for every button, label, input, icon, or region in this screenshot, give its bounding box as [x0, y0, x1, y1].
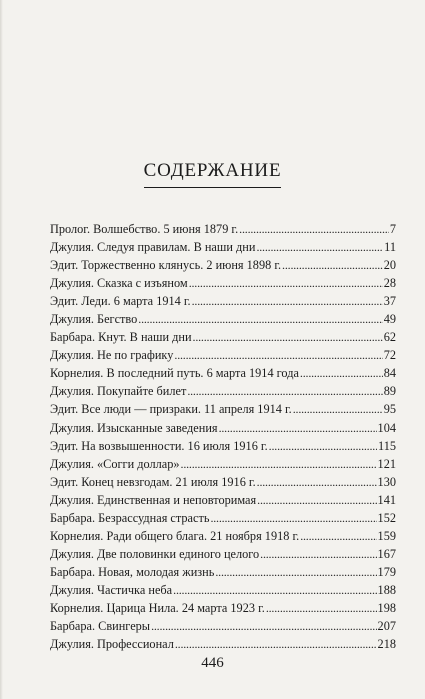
toc-leader-dots — [257, 475, 377, 490]
toc-leader-dots — [293, 402, 383, 417]
table-of-contents — [50, 222, 396, 655]
toc-leader-dots — [138, 312, 382, 327]
toc-leader-dots — [239, 222, 389, 237]
toc-entry — [50, 493, 396, 511]
toc-entry-page: 7 — [389, 222, 396, 236]
toc-entry — [50, 565, 396, 583]
toc-leader-dots — [219, 421, 377, 436]
toc-heading-text: СОДЕРЖАНИЕ — [144, 160, 282, 188]
toc-entry — [50, 222, 396, 240]
toc-entry-title: Эдит. Леди. 6 марта 1914 г. — [50, 294, 191, 309]
toc-entry — [50, 619, 396, 637]
toc-entry — [50, 439, 396, 457]
toc-entry-title: Джулия. Покупайте билет — [50, 384, 187, 399]
toc-leader-dots — [300, 529, 376, 544]
toc-entry-page: 198 — [377, 600, 396, 615]
toc-entry — [50, 294, 396, 312]
toc-entry — [50, 276, 396, 294]
toc-entry — [50, 583, 396, 601]
toc-entry — [50, 240, 396, 258]
toc-entry-page: 84 — [383, 366, 396, 381]
toc-heading — [0, 160, 425, 188]
toc-leader-dots — [174, 348, 382, 363]
toc-leader-dots — [300, 366, 383, 381]
toc-entry — [50, 348, 396, 366]
toc-entry-page: 207 — [377, 619, 396, 634]
toc-entry-title: Джулия. Единственная и неповторимая — [50, 492, 257, 507]
toc-leader-dots — [192, 294, 383, 309]
toc-entry-page: 104 — [377, 420, 396, 435]
toc-entry — [50, 366, 396, 384]
toc-entry-title: Корнелия. Ради общего блага. 21 ноября 1918 г. — [50, 528, 300, 543]
toc-entry-page: 37 — [383, 294, 396, 309]
toc-entry-title: Пролог. Волшебство. 5 июня 1879 г. — [50, 222, 239, 236]
toc-entry-title: Эдит. Торжественно клянусь. 2 июня 1898 г. — [50, 258, 282, 273]
toc-entry-page: 115 — [378, 438, 396, 453]
toc-entry-page: 188 — [377, 582, 396, 597]
toc-entry-page: 20 — [383, 258, 396, 273]
toc-leader-dots — [189, 276, 383, 291]
toc-entry-page: 89 — [383, 384, 396, 399]
toc-leader-dots — [151, 619, 376, 634]
toc-leader-dots — [187, 384, 382, 399]
toc-entry — [50, 529, 396, 547]
toc-entry-page: 152 — [377, 510, 396, 525]
toc-leader-dots — [269, 439, 377, 454]
toc-entry-title: Барбара. Свингеры — [50, 619, 151, 634]
toc-leader-dots — [260, 547, 376, 562]
toc-entry — [50, 258, 396, 276]
toc-entry — [50, 384, 396, 402]
toc-leader-dots — [256, 240, 383, 255]
toc-entry-title: Барбара. Новая, молодая жизнь — [50, 564, 215, 579]
toc-entry-title: Джулия. Сказка с изъяном — [50, 276, 188, 291]
toc-entry-title: Джулия. Не по графику — [50, 348, 174, 363]
toc-entry-title: Эдит. Все люди — призраки. 11 апреля 1914 г. — [50, 402, 292, 417]
toc-entry — [50, 421, 396, 439]
toc-entry-title: Барбара. Безрассудная страсть — [50, 510, 210, 525]
toc-entry — [50, 475, 396, 493]
toc-leader-dots — [282, 258, 383, 273]
page-number: 446 — [201, 655, 224, 671]
page-edge — [0, 0, 3, 699]
toc-entry-title: Эдит. Конец невзгодам. 21 июля 1916 г. — [50, 474, 256, 489]
toc-entry-page: 11 — [384, 240, 396, 255]
toc-entry — [50, 511, 396, 529]
toc-entry-title: Джулия. Изысканные заведения — [50, 420, 218, 435]
toc-leader-dots — [193, 330, 383, 345]
toc-leader-dots — [257, 493, 376, 508]
toc-entry-title: Корнелия. В последний путь. 6 марта 1914 года — [50, 366, 299, 381]
toc-entry — [50, 637, 396, 655]
toc-entry-page: 62 — [383, 330, 396, 345]
toc-entry — [50, 457, 396, 475]
toc-entry-title: Джулия. Следуя правилам. В наши дни — [50, 240, 256, 255]
toc-entry — [50, 402, 396, 420]
toc-entry-title: Джулия. Две половинки единого целого — [50, 546, 260, 561]
toc-entry-page: 28 — [383, 276, 396, 291]
toc-leader-dots — [175, 637, 377, 652]
toc-leader-dots — [181, 457, 377, 472]
toc-leader-dots — [210, 511, 376, 526]
toc-entry-title: Барбара. Кнут. В наши дни — [50, 330, 192, 345]
toc-entry — [50, 312, 396, 330]
toc-entry-title: Корнелия. Царица Нила. 24 марта 1923 г. — [50, 600, 265, 615]
toc-entry-page: 121 — [377, 456, 396, 471]
toc-entry-page: 141 — [377, 492, 396, 507]
toc-entry-page: 159 — [377, 528, 396, 543]
toc-entry-page: 179 — [377, 564, 396, 579]
toc-entry-page: 95 — [383, 402, 396, 417]
toc-entry-title: Джулия. «Согги доллар» — [50, 456, 180, 471]
toc-entry — [50, 547, 396, 565]
toc-leader-dots — [215, 565, 376, 580]
toc-entry — [50, 330, 396, 348]
toc-entry-page: 218 — [377, 637, 396, 652]
toc-entry-page: 49 — [383, 312, 396, 327]
toc-entry-title: Джулия. Бегство — [50, 312, 138, 327]
toc-leader-dots — [266, 601, 377, 616]
toc-leader-dots — [173, 583, 376, 598]
toc-entry-title: Эдит. На возвышенности. 16 июля 1916 г. — [50, 438, 268, 453]
toc-entry — [50, 601, 396, 619]
toc-entry-page: 130 — [377, 474, 396, 489]
toc-entry-page: 167 — [377, 546, 396, 561]
toc-entry-title: Джулия. Профессионал — [50, 637, 174, 652]
toc-entry-title: Джулия. Частичка неба — [50, 582, 173, 597]
toc-entry-page: 72 — [383, 348, 396, 363]
